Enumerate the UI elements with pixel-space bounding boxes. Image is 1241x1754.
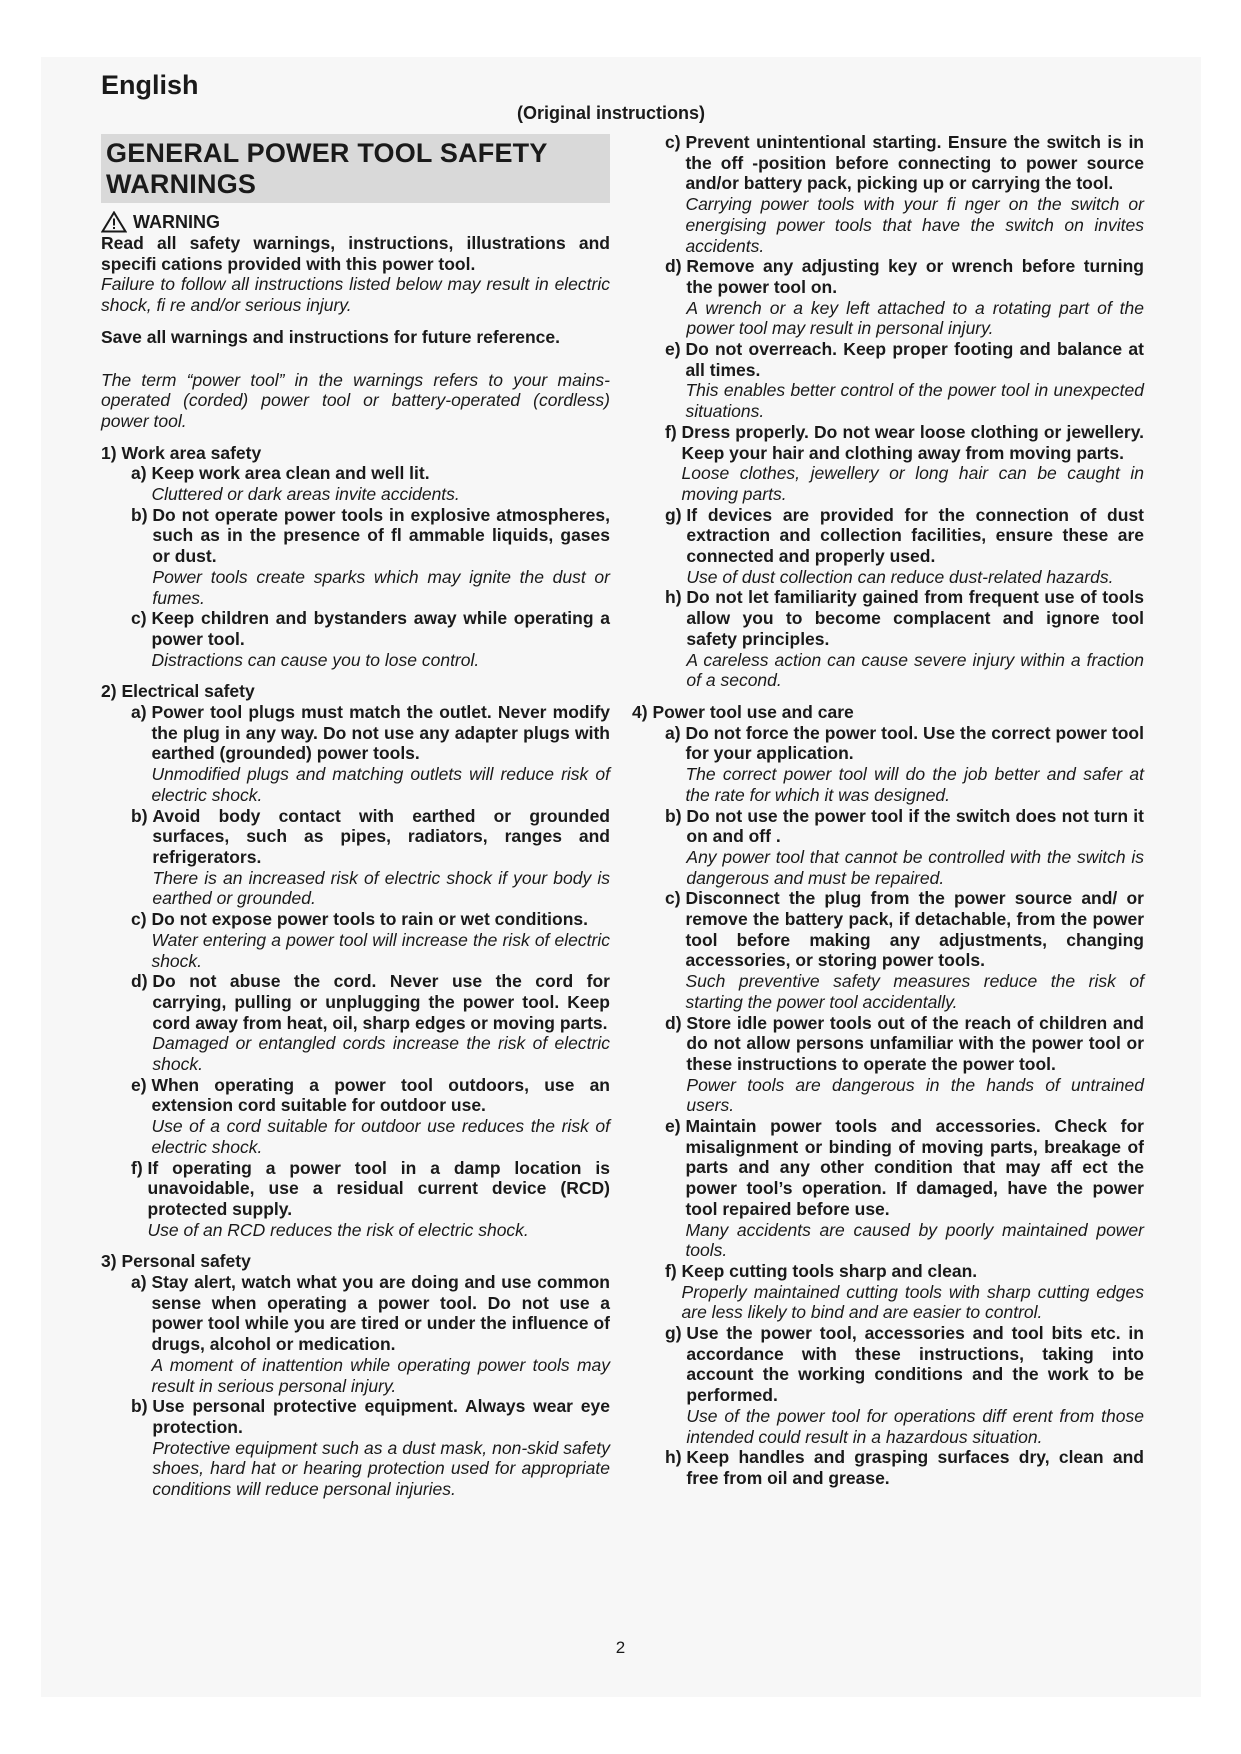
section-3-heading: 3) Personal safety bbox=[101, 1251, 251, 1272]
failure-text: Failure to follow all instructions listed below may result in electric shock, fi re and/or serious injury. bbox=[101, 274, 610, 316]
save-instructions-text: Save all warnings and instructions for future reference. bbox=[101, 326, 561, 347]
section-1-heading: 1) Work area safety bbox=[101, 442, 262, 463]
list-item: b) Avoid body contact with earthed or grounded surfaces, such as pipes, radiators, ranges and refrigerators. There is an increased risk of electric shock if your body is earthed or grounded. bbox=[131, 805, 610, 909]
list-item: d) Remove any adjusting key or wrench before turning the power tool on. A wrench or a key left attached to a rotating part of the power tool may result in personal injury. bbox=[665, 256, 1144, 339]
list-item: b) Do not operate power tools in explosive atmospheres, such as in the presence of fl ammable liquids, gases or dust. Power tools create sparks which may ignite the dust or fumes. bbox=[131, 504, 610, 608]
warning-triangle-icon bbox=[101, 211, 127, 233]
right-column bbox=[632, 132, 1144, 1489]
warning-text: WARNING bbox=[133, 211, 220, 232]
section-title: GENERAL POWER TOOL SAFETY WARNINGS bbox=[101, 134, 610, 203]
list-item: d) Store idle power tools out of the reach of children and do not allow persons unfamiliar with the power tool or these instructions to operate the power tool. Power tools are dangerous in the hands of untrained users. bbox=[665, 1012, 1144, 1116]
list-item: a) Stay alert, watch what you are doing and use common sense when operating a power tool. Do not use a power tool while you are tired or under the influence of drugs, alcohol or medication. A moment of inattention while operating power tools may result in serious personal injury. bbox=[131, 1272, 610, 1396]
warning-label bbox=[101, 211, 610, 233]
section-4-heading: 4) Power tool use and care bbox=[632, 701, 854, 722]
list-item: d) Do not abuse the cord. Never use the cord for carrying, pulling or unplugging the power tool. Keep cord away from heat, oil, sharp edges or moving parts. Damaged or entangled cords increase the risk of electric shock. bbox=[131, 971, 610, 1075]
list-item: c) Disconnect the plug from the power source and/ or remove the battery pack, if detachable, from the power tool before making any adjustments, changing accessories, or storing power tools. Such preventive safety measures reduce the risk of starting the power tool accidentally. bbox=[665, 888, 1144, 1012]
read-all-text: Read all safety warnings, instructions, illustrations and specifi cations provided with this power tool. bbox=[101, 233, 610, 274]
list-item: e) Do not overreach. Keep proper footing and balance at all times. This enables better control of the power tool in unexpected situations. bbox=[665, 339, 1144, 422]
original-instructions-label: (Original instructions) bbox=[517, 103, 706, 123]
list-item: e) Maintain power tools and accessories. Check for misalignment or binding of moving parts, breakage of parts and any other condition that may aff ect the power tool’s operation. If damaged, have the power tool repaired before use. Many accidents are caused by poorly maintained power tools. bbox=[665, 1116, 1144, 1261]
page-number: 2 bbox=[615, 1638, 626, 1657]
term-definition-text: The term “power tool” in the warnings refers to your mains-operated (corded) power tool or battery-operated (cordless) power tool. bbox=[101, 369, 610, 431]
list-item: e) When operating a power tool outdoors, use an extension cord suitable for outdoor use. Use of a cord suitable for outdoor use reduces the risk of electric shock. bbox=[131, 1074, 610, 1157]
list-item: c) Keep children and bystanders away while operating a power tool. Distractions can cause you to lose control. bbox=[131, 608, 610, 670]
list-item: a) Keep work area clean and well lit. Cluttered or dark areas invite accidents. bbox=[131, 463, 460, 505]
list-item: b) Use personal protective equipment. Always wear eye protection. Protective equipment such as a dust mask, non-skid safety shoes, hard hat or hearing protection used for appropriate conditions will reduce personal injuries. bbox=[131, 1396, 610, 1500]
list-item: a) Power tool plugs must match the outlet. Never modify the plug in any way. Do not use any adapter plugs with earthed (grounded) power tools. Unmodified plugs and matching outlets will reduce risk of electric shock. bbox=[131, 702, 610, 805]
list-item: b) Do not use the power tool if the switch does not turn it on and off . Any power tool that cannot be controlled with the switch is dangerous and must be repaired. bbox=[665, 805, 1144, 888]
list-item: a) Do not force the power tool. Use the correct power tool for your application. The correct power tool will do the job better and safer at the rate for which it was designed. bbox=[665, 722, 1144, 805]
list-item: f) Keep cutting tools sharp and clean. Properly maintained cutting tools with sharp cutting edges are less likely to bind and are easier to control. bbox=[665, 1260, 1144, 1323]
list-item: g) Use the power tool, accessories and tool bits etc. in accordance with these instructions, taking into account the working conditions and the work to be performed. Use of the power tool for operations diff erent from those intended could result in a hazardous situation. bbox=[665, 1323, 1144, 1447]
list-item: f) Dress properly. Do not wear loose clothing or jewellery. Keep your hair and clothing away from moving parts. Loose clothes, jewellery or long hair can be caught in moving parts. bbox=[665, 421, 1144, 504]
list-item: h) Do not let familiarity gained from frequent use of tools allow you to become complacent and ignore tool safety principles. A careless action can cause severe injury within a fraction of a second. bbox=[665, 587, 1144, 691]
section-2-heading: 2) Electrical safety bbox=[101, 681, 255, 702]
language-heading: English bbox=[101, 70, 199, 100]
list-item: c) Do not expose power tools to rain or wet conditions. Water entering a power tool will increase the risk of electric shock. bbox=[131, 909, 610, 971]
list-item: g) If devices are provided for the connection of dust extraction and collection facilities, ensure these are connected and properly used. Use of dust collection can reduce dust-related hazards. bbox=[665, 504, 1144, 587]
list-item: c) Prevent unintentional starting. Ensure the switch is in the off -position before connecting to power source and/or battery pack, picking up or carrying the tool. Carrying power tools with your fi nger on the switch or energising power tools that have the switch on invites accidents. bbox=[665, 132, 1144, 256]
left-column bbox=[101, 134, 610, 1500]
list-item: f) If operating a power tool in a damp location is unavoidable, use a residual current device (RCD) protected supply. Use of an RCD reduces the risk of electric shock. bbox=[131, 1157, 610, 1240]
list-item: h) Keep handles and grasping surfaces dry, clean and free from oil and grease. bbox=[665, 1447, 1144, 1488]
